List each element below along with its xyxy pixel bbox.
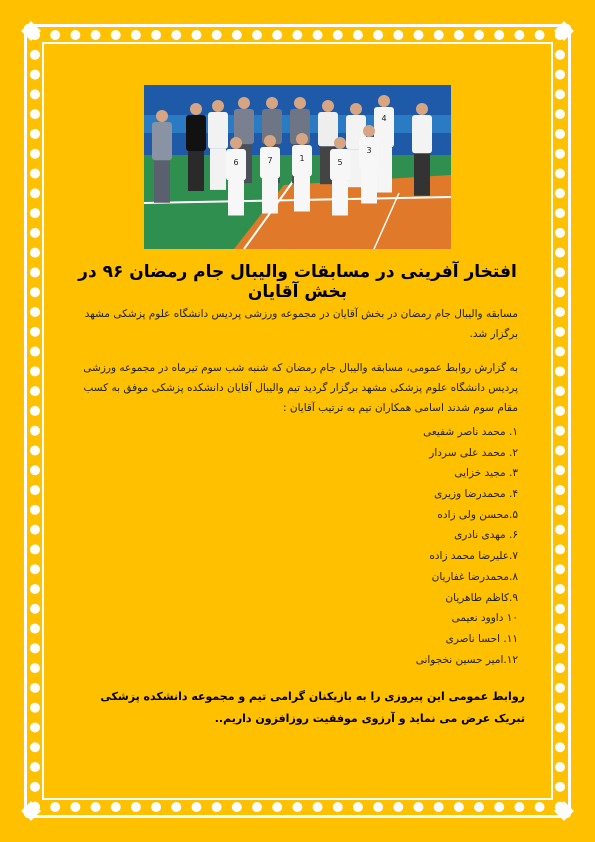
player-list-item: ۱. محمد ناصر شفیعی — [423, 426, 518, 438]
team-photo — [144, 85, 451, 249]
player-list-item: ۳. مجید خزایی — [454, 467, 518, 480]
jersey-number: 5 — [337, 158, 343, 167]
jersey-number: 3 — [366, 146, 372, 155]
jersey-number: 4 — [381, 114, 387, 123]
article-body: به گزارش روابط عمومی، مسابقه والیبال جام رمضان که شنبه شب سوم تیرماه در مجموعه ورزشی پردیس دانشگاه علوم پزشکی مشهد برگزار گردید تیم والیبال آقایان دانشکده پزشکی موفق به کسب مقام سوم شدند اسامی همکاران تیم به ترتیب آقایان : — [83, 362, 518, 414]
player-list-item: ۱۲.امیر حسین نخجوانی — [415, 653, 518, 666]
jersey-number: 6 — [233, 158, 239, 167]
jersey-number: 7 — [267, 156, 273, 165]
photo-person — [412, 103, 432, 196]
article-intro: مسابقه والیبال جام رمضان در بخش آقایان در مجموعه ورزشی پردیس دانشگاه علوم پزشکی مشهد برگزار شد. — [84, 308, 518, 340]
photo-person — [186, 103, 206, 191]
player-list — [218, 422, 518, 670]
player-list-item: ۲. محمد علی سردار — [429, 446, 518, 459]
player-list-item: ۱۱. احسا ناصری — [445, 632, 518, 645]
photo-person — [152, 110, 172, 203]
player-list-item: ۱۰ داوود نعیمی — [451, 612, 518, 625]
closing-message: روابط عمومی این پیروزی را به بازیکنان گرامی تیم و مجموعه دانشکده پزشکی تبریک عرض می نماید و آرزوی موفقیت روزافزون داریم.. — [100, 690, 525, 725]
player-list-item: ۵.محسن ولی زاده — [437, 508, 518, 521]
photo-person — [208, 100, 228, 190]
article-title: افتخار آفرینی در مسابقات والیبال جام رمضان ۹۶ در بخش آقایان — [78, 262, 517, 302]
jersey-number: 1 — [299, 154, 305, 163]
player-list-item: ۸.محمدرضا غفاریان — [431, 570, 518, 583]
player-list-item: ۷.علیرضا محمد زاده — [429, 550, 518, 563]
player-list-item: ۴. محمدرضا وزیری — [434, 488, 518, 501]
player-list-item: ۶. مهدی نادری — [454, 529, 518, 542]
player-list-item: ۹.کاظم طاهریان — [445, 591, 518, 604]
